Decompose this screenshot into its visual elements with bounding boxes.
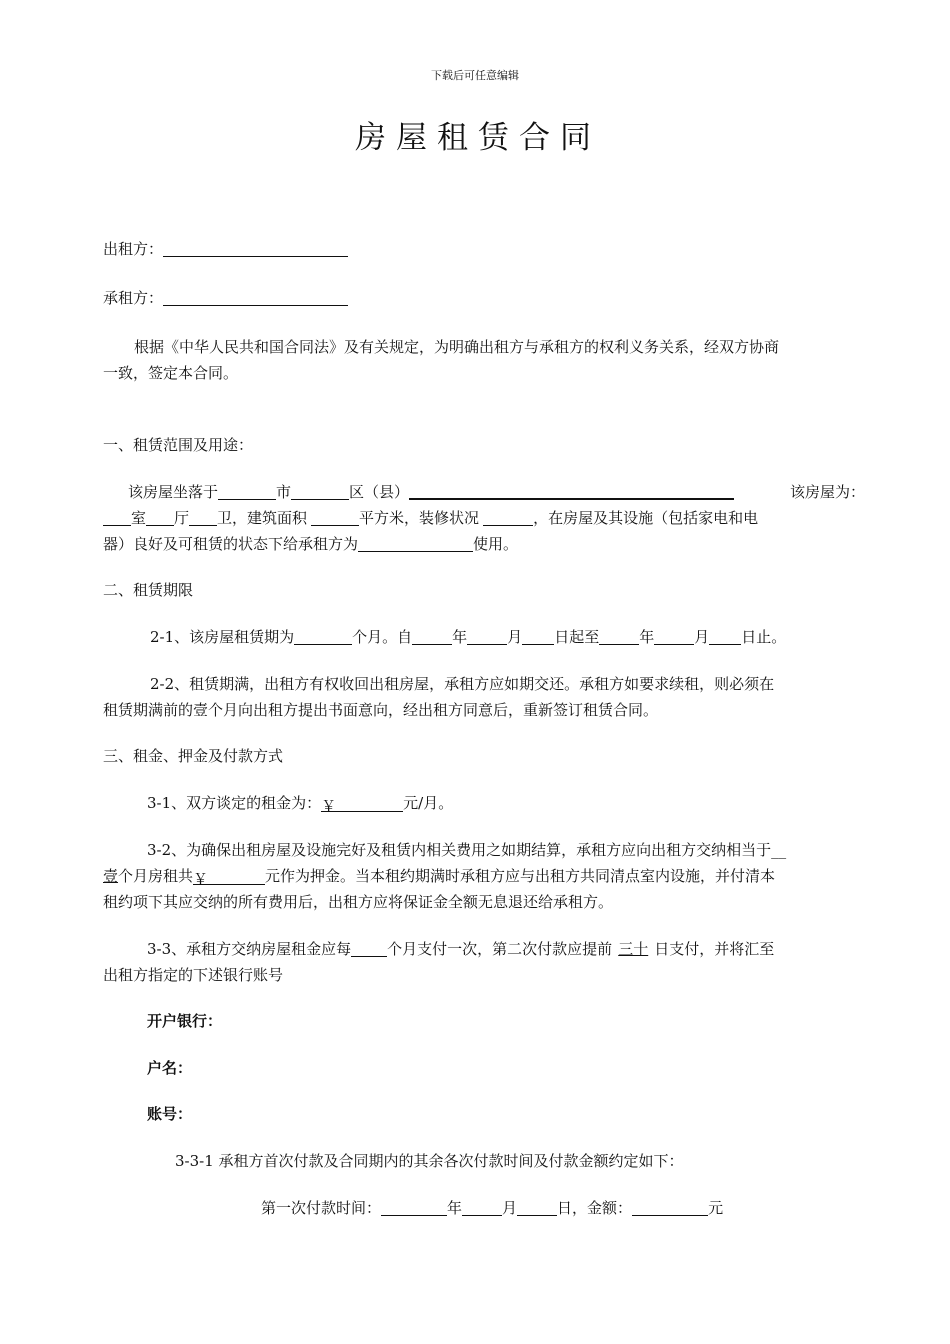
clause-3-2-line-2 bbox=[103, 865, 775, 886]
start-month-blank[interactable] bbox=[467, 628, 507, 645]
district-blank[interactable] bbox=[291, 483, 349, 500]
section-2-heading: 二、租赁期限 bbox=[103, 581, 194, 599]
intro-line-1: 根据《中华人民共和国合同法》及有关规定，为明确出租方与承租方的权利义务关系，经双方协商 bbox=[134, 338, 780, 356]
pay1-year-blank[interactable] bbox=[381, 1199, 447, 1216]
decoration-blank[interactable] bbox=[483, 509, 533, 526]
pay1-day-blank[interactable] bbox=[517, 1199, 557, 1216]
start-year-blank[interactable] bbox=[412, 628, 452, 645]
start-month-text: 月 bbox=[507, 628, 523, 646]
clause-2-2-line-1: 2-2、租赁期满，出租方有权收回出租房屋，承租方应如期交还。承租方如要求续租，则必须在 bbox=[150, 675, 775, 693]
clause-3-1 bbox=[147, 792, 453, 813]
day-from-text: 日起至 bbox=[554, 628, 600, 646]
clause-3-3-1: 3-3-1 承租方首次付款及合同期内的其余各次付款时间及付款金额约定如下： bbox=[175, 1152, 684, 1170]
deposit-amount-blank[interactable] bbox=[193, 868, 265, 888]
deposit-months-text: 个月房租共 bbox=[118, 867, 194, 885]
start-year-text: 年 bbox=[452, 628, 468, 646]
clause-3-2-line-1: 3-2、为确保出租房屋及设施完好及租赁内相关费用之如期结算，承租方应向出租方交纳相当于__ bbox=[147, 841, 787, 859]
advance-days-value: 三十 bbox=[618, 940, 649, 958]
pay1-day-amount-text: 日，金额： bbox=[557, 1199, 633, 1217]
use-text: 使用。 bbox=[473, 535, 519, 553]
lessor-label: 出租方： bbox=[103, 240, 164, 258]
clause-3-3-line-2: 出租方指定的下述银行账号 bbox=[103, 966, 284, 984]
clause-2-2-line-2: 租赁期满前的壹个月向出租方提出书面意向，经出租方同意后，重新签订租赁合同。 bbox=[103, 701, 659, 719]
end-day-blank[interactable] bbox=[709, 628, 741, 645]
lessee-label: 承租方： bbox=[103, 289, 164, 307]
rent-blank[interactable] bbox=[321, 795, 403, 815]
bath-area-text: 卫，建筑面积 bbox=[217, 509, 308, 527]
district-text: 区（县） bbox=[349, 483, 410, 501]
account-name-label: 户名： bbox=[147, 1059, 193, 1077]
city-text: 市 bbox=[276, 483, 292, 501]
city-blank[interactable] bbox=[218, 483, 276, 500]
months-from-text: 个月。自 bbox=[352, 628, 413, 646]
usage-blank[interactable] bbox=[358, 535, 473, 552]
pay-interval-blank[interactable] bbox=[351, 940, 387, 957]
rent-yen: ￥ bbox=[321, 797, 337, 815]
pay-transfer-text: 日支付，并将汇至 bbox=[654, 940, 775, 958]
end-month-blank[interactable] bbox=[654, 628, 694, 645]
clause-3-2-line-3: 租约项下其应交纳的所有费用后，出租方应将保证金全额无息退还给承租方。 bbox=[103, 893, 614, 911]
clause-2-1 bbox=[150, 626, 786, 647]
room-text: 室 bbox=[131, 509, 147, 527]
deposit-yen: ￥ bbox=[193, 870, 209, 888]
sec1-line-2 bbox=[103, 507, 758, 528]
pay1-month-text: 月 bbox=[502, 1199, 518, 1217]
intro-line-2: 一致，签定本合同。 bbox=[103, 364, 239, 382]
header-note: 下载后可任意编辑 bbox=[431, 69, 519, 82]
pay1-yuan-text: 元 bbox=[708, 1199, 724, 1217]
clause-3-3-line-1 bbox=[147, 938, 774, 959]
pay-every-text: 3-3、承租方交纳房屋租金应每 bbox=[147, 940, 352, 958]
bank-label: 开户银行： bbox=[147, 1012, 223, 1030]
pay1-month-blank[interactable] bbox=[462, 1199, 502, 1216]
term-text: 2-1、该房屋租赁期为 bbox=[150, 628, 295, 646]
first-payment-label: 第一次付款时间： bbox=[261, 1199, 382, 1217]
usage-text: 器）良好及可租赁的状态下给承租方为 bbox=[103, 535, 359, 553]
pay-advance-text: 个月支付一次，第二次付款应提前 bbox=[387, 940, 613, 958]
end-year-blank[interactable] bbox=[599, 628, 639, 645]
room-blank[interactable] bbox=[103, 509, 131, 526]
sqm-text: 平方米，装修状况 bbox=[359, 509, 480, 527]
section-1-heading: 一、租赁范围及用途： bbox=[103, 436, 254, 454]
deposit-rest-text: 元作为押金。当本租约期满时承租方应与出租方共同清点室内设施，并付清本 bbox=[265, 867, 776, 885]
lessee-blank[interactable] bbox=[163, 289, 348, 306]
start-day-blank[interactable] bbox=[522, 628, 554, 645]
hall-text: 厅 bbox=[174, 509, 190, 527]
bath-blank[interactable] bbox=[189, 509, 217, 526]
end-month-text: 月 bbox=[694, 628, 710, 646]
account-number-label: 账号： bbox=[147, 1105, 193, 1123]
deposit-months-value: 壹 bbox=[103, 867, 119, 885]
hall-blank[interactable] bbox=[146, 509, 174, 526]
end-year-text: 年 bbox=[639, 628, 655, 646]
first-payment-line bbox=[261, 1197, 723, 1218]
sec1-line-1 bbox=[128, 481, 734, 502]
house-is-text: 该房屋为： bbox=[790, 483, 866, 501]
rent-text: 3-1、双方谈定的租金为： bbox=[147, 794, 322, 812]
pay1-year-text: 年 bbox=[447, 1199, 463, 1217]
address-blank[interactable] bbox=[409, 482, 734, 500]
day-end-text: 日止。 bbox=[741, 628, 787, 646]
lessor-blank[interactable] bbox=[163, 240, 348, 257]
facilities-text: ，在房屋及其设施（包括家电和电 bbox=[533, 509, 759, 527]
sec1-line-3 bbox=[103, 533, 518, 554]
rent-unit-text: 元/月。 bbox=[403, 794, 454, 812]
page-title: 房屋租赁合同 bbox=[355, 120, 601, 156]
pay1-amount-blank[interactable] bbox=[632, 1199, 708, 1216]
section-3-heading: 三、租金、押金及付款方式 bbox=[103, 747, 284, 765]
lessee-line bbox=[103, 287, 348, 308]
area-blank[interactable] bbox=[311, 509, 359, 526]
lessor-line bbox=[103, 238, 348, 259]
located-text: 该房屋坐落于 bbox=[128, 483, 219, 501]
term-months-blank[interactable] bbox=[294, 628, 352, 645]
